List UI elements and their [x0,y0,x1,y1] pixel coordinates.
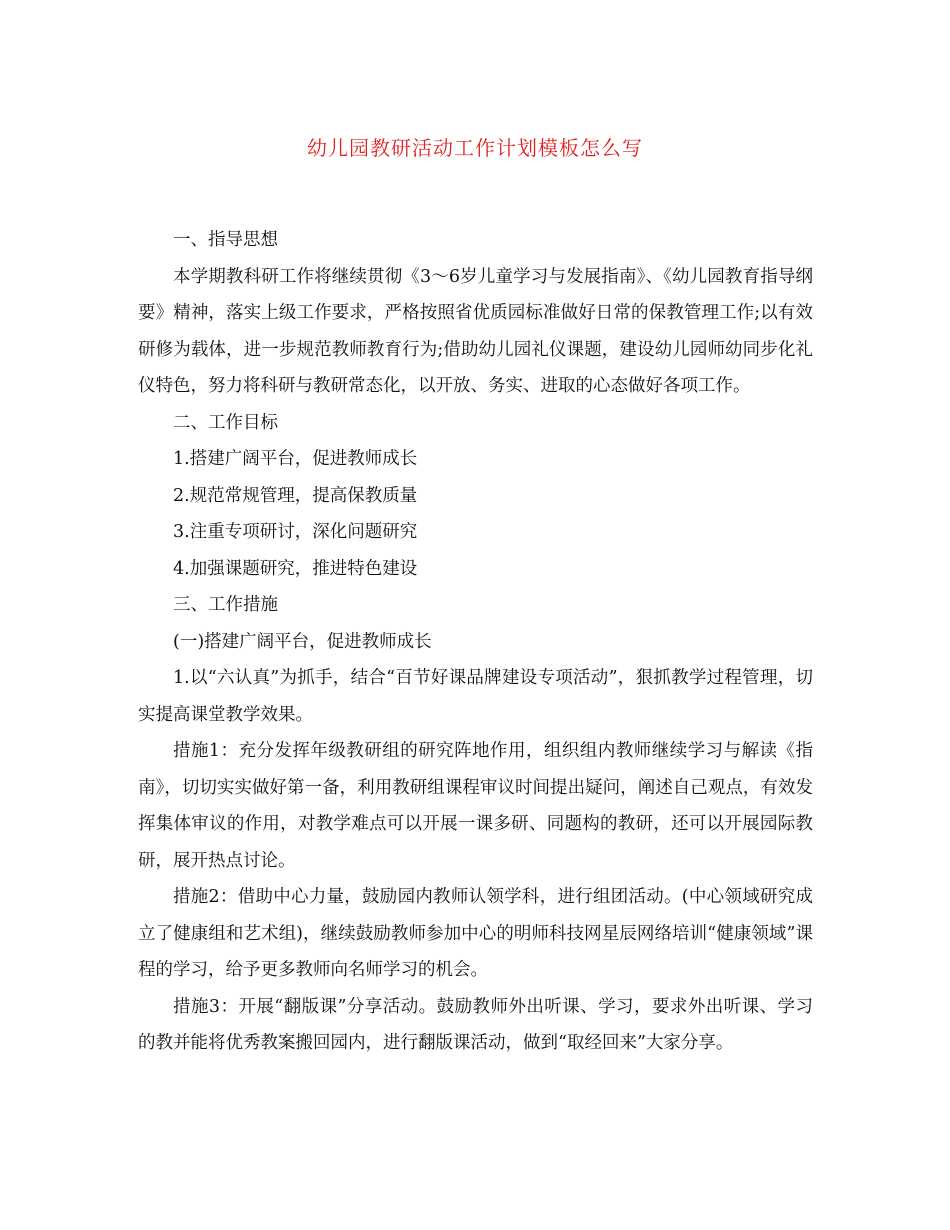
paragraph: 措施1：充分发挥年级教研组的研究阵地作用，组织组内教师继续学习与解读《指南》，切切实实做好第一备，利用教研组课程审议时间提出疑问，阐述自己观点，有效发挥集体审议的作用，对教学难点可以开展一课多研、同题构的教研，还可以开展园际教研，展开热点讨论。 [138,741,813,871]
section-heading: 三、工作措施 [173,595,278,615]
document-title: 幼儿园教研活动工作计划模板怎么写 [307,136,643,160]
subsection-heading: (一)搭建广阔平台，促进教师成长 [173,631,432,652]
list-item: 4.加强课题研究，推进特色建设 [173,558,418,579]
paragraph: 本学期教科研工作将继续贯彻《3～6岁儿童学习与发展指南》、《幼儿园教育指导纲要》精神，落实上级工作要求，严格按照省优质园标准做好日常的保教管理工作;以有效研修为载体，进一步规范教师教育行为;借助幼儿园礼仪课题，建设幼儿园师幼同步化礼仪特色，努力将科研与教研常态化，以开放、务实、进取的心态做好各项工作。 [138,266,813,396]
list-item: 1.搭建广阔平台，促进教师成长 [173,449,418,469]
paragraph: 措施2：借助中心力量，鼓励园内教师认领学科，进行组团活动。(中心领域研究成立了健康组和艺术组)，继续鼓励教师参加中心的明师科技网星辰网络培训“健康领域”课程的学习，给予更多教师向名师学习的机会。 [138,887,813,980]
section-heading: 二、工作目标 [173,412,278,433]
paragraph: 措施3：开展“翻版课”分享活动。鼓励教师外出听课、学习，要求外出听课、学习的教并能将优秀教案搬回园内，进行翻版课活动，做到“取经回来”大家分享。 [138,996,813,1053]
document-body [138,222,813,1062]
list-item: 2.规范常规管理，提高保教质量 [173,485,418,506]
list-item: 3.注重专项研讨，深化问题研究 [173,522,418,542]
section-heading: 一、指导思想 [173,230,278,250]
paragraph: 1.以“六认真”为抓手，结合“百节好课品牌建设专项活动”，狠抓教学过程管理，切实提高课堂教学效果。 [138,668,813,725]
